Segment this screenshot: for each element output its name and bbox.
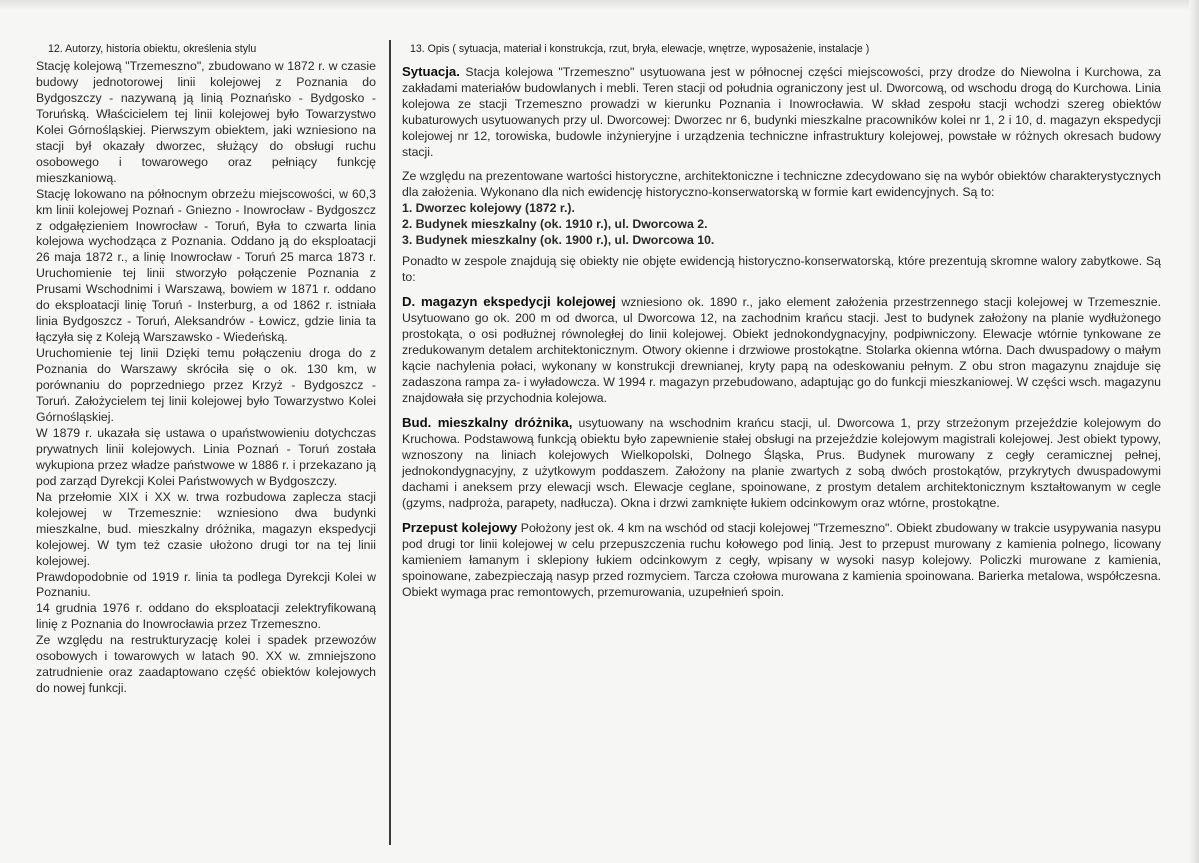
history-paragraph: 14 grudnia 1976 r. oddano do eksploatacji zelektryfikowaną linię z Poznania do Inowrocławia przez Trzemeszno. [36,601,376,632]
warehouse-label: D. magazyn ekspedycji kolejowej [402,294,616,310]
description-text [402,64,1161,601]
warehouse-text: wzniesiono ok. 1890 r., jako element założenia przestrzennego stacji kolejowej w Trzemesznie. Usytuowano go ok. 200 m od dworca, ul Dworcowa 12, na zachodnim krańcu stacji. Jest to budynek założony na planie wydłużonego prostokąta, o osi podłużnej równoległej do linii kolejowej. Obiekt jednokondygnacyjny, podpiwniczony. Elewacje wtórnie tynkowane ze zredukowanym detalem architektonicznym. Otwory okienne i drzwiowe prostokątne. Stolarka okienna wtórna. Dach dwuspadowy o małym kącie nachylenia połaci, wykonany w konstrukcji drewnianej, kryty papą na odeskowaniu pełnym. Z obu stron magazynu znajduje się zadaszona rampa za- i wyładowcza. W 1994 r. magazyn przebudowano, adaptując go do funkcji mieszkaniowej. W części wsch. magazynu znajdowała się przychodnia kolejowa. [402,295,1161,406]
warehouse-paragraph [402,294,1161,407]
registered-object-1: 1. Dworzec kolejowy (1872 r.). [402,200,575,215]
history-paragraph: Na przełomie XIX i XX w. trwa rozbudowa zaplecza stacji kolejowej w Trzemesznie: wzniesiono dwa budynki mieszkalne, bud. mieszkalny dróżnika, magazyn ekspedycji kolejowej. W tym też czasie ułożono drugi tor na tej linii kolejowej. [36,489,376,568]
additional-objects-intro: Ponadto w zespole znajdują się obiekty nie objęte ewidencją historyczno-konserwatorską, które prezentują skromne walory zabytkowe. Są to: [402,254,1161,285]
section-12-heading: 12. Autorzy, historia obiektu, określenia stylu [48,43,257,55]
history-column [36,42,376,697]
situation-text: Stacja kolejowa "Trzemeszno" usytuowana jest w północnej części miejscowości, przy drodze do Niewolna i Kurchowa, za zakładami materiałów budowlanych i mebli. Teren stacji od południa ograniczony jest ul. Dworcową, od wschodu drogą do Kurchowa. Linia kolejowa ze stacji Trzemeszno prowadzi w kierunku Poznania i Inowrocławia. W skład zespołu stacji wchodzi szereg obiektów kubaturowych usytuowanych przy ul. Dworcowej: Dworzec nr 6, budynki mieszkalne pracowników kolei nr 1, 2 i 10, d. magazyn ekspedycji kolejowej nr 12, torowiska, budowle inżynieryjne i urządzenia techniczne infrastruktury kolejowej, powstałe w różnych okresach budowy stacji. [402,65,1161,159]
situation-label: Sytuacja. [402,64,460,79]
section-13-heading: 13. Opis ( sytuacja, materiał i konstrukcja, rzut, bryła, elewacje, wnętrze, wyposażenie, instalacje ) [410,43,870,55]
history-paragraph: Uruchomienie tej linii Dzięki temu połączeniu droga do z Poznania do Warszawy skróciła się o ok. 130 km, w porównaniu do poprzedniego przez Krzyż - Bydgoszcz - Toruń. Założycielem tej linii kolejowej było Towarzystwo Kolei Górnośląskiej. [36,346,376,424]
history-paragraph: Stację lokowano na północnym obrzeżu miejscowości, w 60,3 km linii kolejowej Poznań - Gniezno - Inowrocław - Bydgoszcz z odgałęzieniem Inowrocław - Toruń, Była to czwarta linia kolejowa wychodząca z Poznania. Oddano ją do eksploatacji 26 maja 1872 r., a linię Inowrocław - Toruń 25 marca 1873 r. Uruchomienie tej linii stworzyło połączenie Poznania z Prusami Wschodnimi i Warszawą, bowiem w 1871 r. oddano do eksploatacji linię Toruń - Insterburg, a od 1862 r. istniała linia Bydgoszcz - Toruń, Aleksandrów - Łowicz, gdzie linia ta łączyła się z Koleją Warszawsko - Wiedeńską. [36,186,376,345]
intro-paragraph: Ze względu na prezentowane wartości historyczne, architektoniczne i techniczne zdecydowano się na wybór obiektów charakterystycznych dla założenia. Wykonano dla nich ewidencję historyczno-konserwatorską w formie kart ewidencyjnych. Są to: [402,168,1161,199]
history-paragraph: W 1879 r. ukazała się ustawa o upaństwowieniu dotychczas prywatnych linii kolejowych. Linia Poznań - Toruń została wykupiona przez władze państwowe w 1886 r. i przekazano ją pod zarząd Dyrekcji Kolei Państwowych w Bydgoszczy. [36,425,376,488]
culvert-text: Położony jest ok. 4 km na wschód od stacji kolejowej "Trzemeszno". Obiekt zbudowany w trakcie usypywania nasypu pod drugi tor linii kolejowej w celu przepuszczenia ruchu kołowego pod linią. Jest to przepust murowany z kamienia polnego, licowany kamieniem łamanym i sklepiony łukiem odcinkowym z cegły, wpisany w wysoki nasyp kolejowy. Policzki murowane z kamienia, spoinowane, zabezpieczają nasyp przed rozmyciem. Tarcza czołowa murowana z kamienia spoinowana. Barierka metalowa, współczesna. Obiekt wymaga prac remontowych, przemurowania, uzupełnień spoin. [402,520,1161,599]
scan-edge-top [0,0,1199,10]
history-paragraph: Prawdopodobnie od 1919 r. linia ta podlega Dyrekcji Kolei w Poznaniu. [36,569,376,600]
culvert-label: Przepust kolejowy [402,519,518,535]
history-paragraph: Ze względu na restrukturyzację kolei i spadek przewozów osobowych i towarowych w latach 90. XX w. zmniejszono zatrudnienie oraz zaadaptowano część obiektów kolejowych do nowej funkcji. [36,633,376,696]
registered-object-3: 3. Budynek mieszkalny (ok. 1900 r.), ul. Dworcowa 10. [402,232,715,247]
history-paragraph: Stację kolejową "Trzemeszno", zbudowano w 1872 r. w czasie budowy jednotorowej linii kolejowej z Poznania do Bydgoszczy - nazywaną ją linią Poznańsko - Bydgosko - Toruńską. Właścicielem tej linii kolejowej było Towarzystwo Kolei Górnośląskiej. Pierwszym obiektem, jaki wzniesiono na stacji był okazały dworzec, służący do obsługi ruchu osobowego i towarowego oraz pełniący funkcję mieszkaniową. [36,59,376,185]
culvert-paragraph [402,520,1161,601]
situation-paragraph [402,64,1161,161]
scan-edge-right [1189,0,1199,863]
lineman-house-label: Bud. mieszkalny dróżnika, [402,415,573,431]
lineman-house-text: usytuowany na wschodnim krańcu stacji, ul. Dworcowa 1, przy strzeżonym przejeździe kolejowym do Kruchowa. Podstawową funkcją obiektu było zapewnienie stałej obsługi na przejeździe kolejowym magistrali kolejowej. Jest obiekt typowy, wznoszony na liniach kolejowych Wielkopolski, Dolnego Śląska, Prus. Budynek murowany z cegły ceramicznej pełnej, jednokondygnacyjny, z użytkowym poddaszem. Założony na planie zwartych z sobą dwóch prostokątów, przykrytych dwuspadowymi dachami i aneksem przy elewacji wsch. Elewacje ceglane, spoinowane, z prostym detalem architektonicznym kształtowanym w cegle (gzyms, nadproża, parapety, nadłucza). Okna i drzwi zamknięte łukiem odcinkowym oraz wtórne, prostokątne. [402,416,1161,510]
registered-object-2: 2. Budynek mieszkalny (ok. 1910 r.), ul. Dworcowa 2. [402,216,708,231]
history-text [36,59,376,697]
lineman-house-paragraph [402,415,1161,512]
column-divider [389,40,391,845]
description-column [398,42,1161,601]
